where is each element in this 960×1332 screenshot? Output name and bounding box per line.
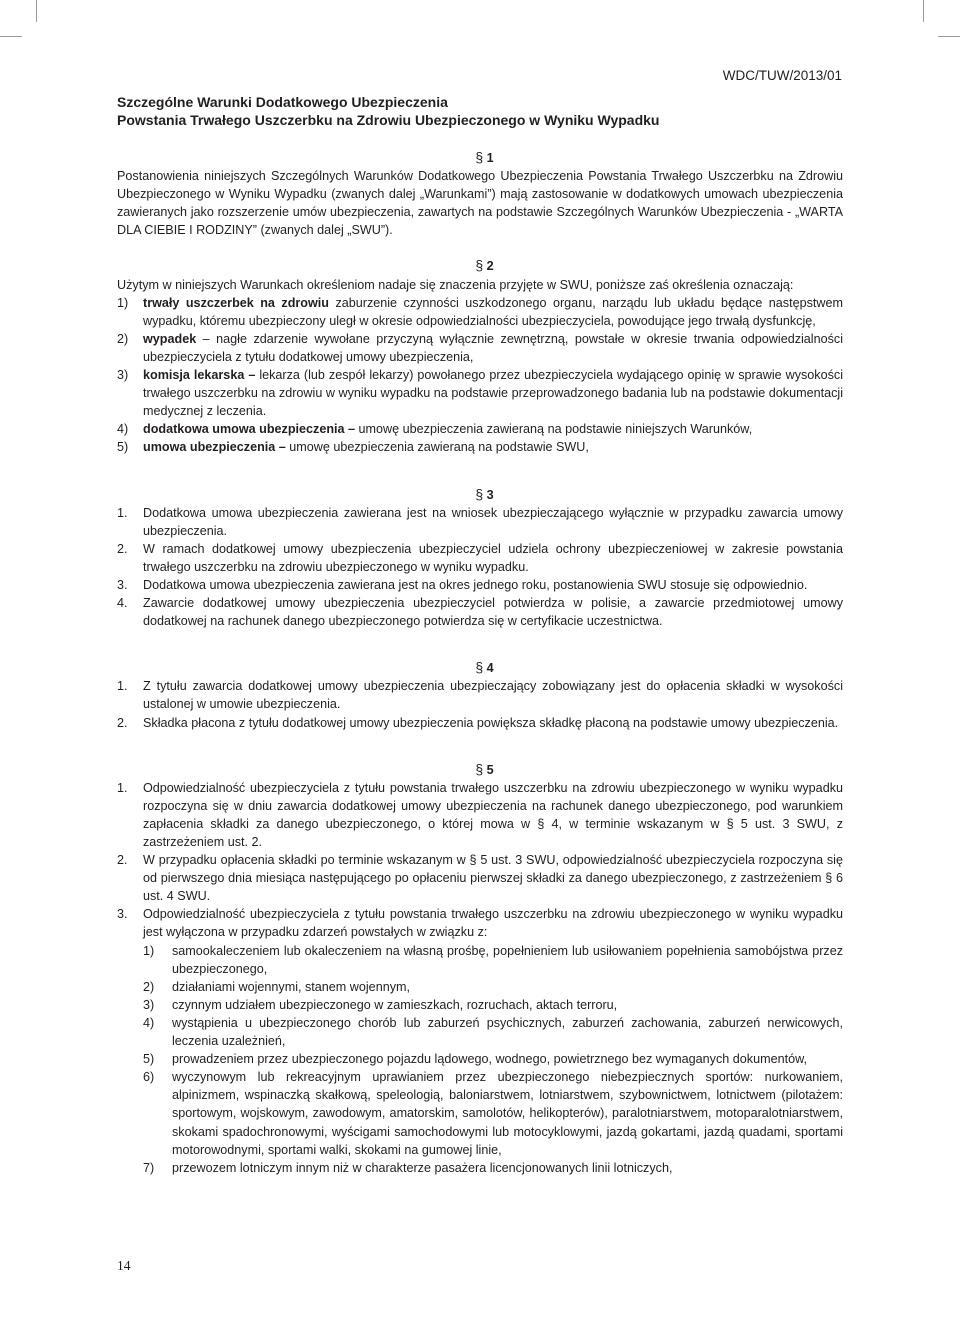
document-code: WDC/TUW/2013/01 xyxy=(722,68,842,83)
title-line-2: Powstania Trwałego Uszczerbku na Zdrowiu Ubezpieczonego w Wyniku Wypadku xyxy=(117,112,660,128)
exclusion-item: 7) przewozem lotniczym innym niż w charakterze pasażera licencjonowanych linii lotniczych, xyxy=(143,1160,673,1175)
page-number: 14 xyxy=(117,1258,131,1273)
list-item: 3. Odpowiedzialność ubezpieczyciela z tytułu powstania trwałego uszczerbku na zdrowiu ubezpieczonego w wyniku wypadku jest wyłączona w przypadku zdarzeń powstałych w związku z: xyxy=(117,907,843,940)
section-2-intro: Użytym w niniejszych Warunkach określeniom nadaje się znaczenia przyjęte w SWU, poniższe zaś określenia oznaczają: xyxy=(117,277,794,292)
exclusion-item: 5) prowadzeniem przez ubezpieczonego pojazdu lądowego, wodnego, powietrznego bez wymaganych dokumentów, xyxy=(143,1052,807,1067)
section-heading: § 3 xyxy=(475,485,494,502)
crop-mark xyxy=(938,36,960,37)
definition-item: 1) trwały uszczerbek na zdrowiu zaburzenie czynności uszkodzonego organu, narządu lub układu będące następstwem wypadku, któremu ubezpieczony uległ w okresie odpowiedzialności ubezpieczyciela, powodujące jego trwałą dysfunkcję, xyxy=(117,295,843,328)
list-item: 2. W przypadku opłacenia składki po terminie wskazanym w § 5 ust. 3 SWU, odpowiedzialność ubezpieczyciela rozpoczyna się od pierwszego dnia miesiąca następującego po opłaceniu pierwszej składki za danego ubezpieczonego, z zastrzeżeniem § 6 ust. 4 SWU. xyxy=(117,853,843,904)
list-item: 1. Z tytułu zawarcia dodatkowej umowy ubezpieczenia ubezpieczający zobowiązany jest do opłacenia składki w wysokości ustalonej w umowie ubezpieczenia. xyxy=(117,679,843,712)
list-item: 2. Składka płacona z tytułu dodatkowej umowy ubezpieczenia powiększa składkę płaconą na podstawie umowy ubezpieczenia. xyxy=(117,715,839,730)
section-heading: § 5 xyxy=(475,760,494,777)
title-line-1: Szczególne Warunki Dodatkowego Ubezpieczenia xyxy=(117,94,448,110)
section-1-text: Postanowienia niniejszych Szczególnych Warunków Dodatkowego Ubezpieczenia Powstania Trwałego Uszczerbku na Zdrowiu Ubezpieczonego w Wyniku Wypadku (zwanych dalej „Warunkami”) mają zastosowanie w dodatkowych umowach ubezpieczenia zawieranych jako rozszerzenie umów ubezpieczenia, zawartych na podstawie Szczególnych Warunków Ubezpieczenia - „WARTA DLA CIEBIE I RODZINY” (zwanych dalej „SWU”). xyxy=(117,169,843,238)
document-title xyxy=(117,93,659,129)
exclusion-item: 2) działaniami wojennymi, stanem wojennym, xyxy=(143,979,410,994)
section-heading: § 4 xyxy=(475,659,494,676)
list-item: 1. Dodatkowa umowa ubezpieczenia zawierana jest na wniosek ubezpieczającego wyłącznie w przypadku zawarcia umowy ubezpieczenia. xyxy=(117,505,843,538)
exclusion-item: 3) czynnym udziałem ubezpieczonego w zamieszkach, rozruchach, aktach terroru, xyxy=(143,997,618,1012)
exclusion-item: 6) wyczynowym lub rekreacyjnym uprawianiem przez ubezpieczonego niebezpiecznych sportów: nurkowaniem, alpinizmem, wspinaczką skałkową, speleologią, baloniarstwem, lotniarstwem, szybownictwem, lotnictwem (pilotażem: sportowym, wojskowym, zawodowym, amatorskim, samolotów, helikopterów), paralotniarstwem, motoparalotniarstwem, skokami spadochronowymi, wyścigami samochodowymi lub motocyklowymi, jazdą gokartami, jazdą quadami, sportami motorowodnymi, sportami walki, skokami na gumowej linie, xyxy=(143,1070,843,1157)
crop-mark xyxy=(923,0,924,22)
crop-mark xyxy=(0,36,22,37)
crop-mark xyxy=(36,0,37,22)
list-item: 2. W ramach dodatkowej umowy ubezpieczenia ubezpieczyciel udziela ochrony ubezpieczeniowej w zakresie powstania trwałego uszczerbku na zdrowiu ubezpieczonego w wyniku wypadku. xyxy=(117,541,843,574)
exclusion-item: 1) samookaleczeniem lub okaleczeniem na własną prośbę, popełnieniem lub usiłowaniem popełnienia samobójstwa przez ubezpieczonego, xyxy=(143,943,843,976)
definition-item: 4) dodatkowa umowa ubezpieczenia – umowę ubezpieczenia zawieraną na podstawie niniejszych Warunków, xyxy=(117,422,753,437)
list-item: 3. Dodatkowa umowa ubezpieczenia zawierana jest na okres jednego roku, postanowienia SWU stosuje się odpowiednio. xyxy=(117,577,808,592)
section-heading: § 1 xyxy=(475,149,494,165)
exclusion-item: 4) wystąpienia u ubezpieczonego chorób lub zaburzeń psychicznych, zaburzeń zachowania, zaburzeń nerwicowych, leczenia uzależnień, xyxy=(143,1015,843,1049)
document-body xyxy=(117,148,843,1177)
definition-item: 3) komisja lekarska – lekarza (lub zespół lekarzy) powołanego przez ubezpieczyciela wydającego opinię w sprawie wysokości trwałego uszczerbku na zdrowiu w wyniku wypadku na podstawie przeprowadzonego badania lub na podstawie dokumentacji medycznej z leczenia. xyxy=(117,368,843,419)
definition-item: 2) wypadek – nagłe zdarzenie wywołane przyczyną wyłącznie zewnętrzną, powstałe w okresie trwania odpowiedzialności ubezpieczyciela z tytułu dodatkowej umowy ubezpieczenia, xyxy=(117,331,843,364)
list-item: 4. Zawarcie dodatkowej umowy ubezpieczenia ubezpieczyciel potwierdza w polisie, a zawarcie przedmiotowej umowy dodatkowej na rachunek danego ubezpieczonego potwierdza się w certyfikacie uczestnictwa. xyxy=(117,596,843,629)
list-item: 1. Odpowiedzialność ubezpieczyciela z tytułu powstania trwałego uszczerbku na zdrowiu ubezpieczonego w wyniku wypadku rozpoczyna się w dniu zawarcia dodatkowej umowy ubezpieczenia na rachunek danego ubezpieczonego, pod warunkiem zapłacenia składki za danego ubezpieczonego, o której mowa w § 4, w terminie wskazanym w § 5 ust. 3 SWU, z zastrzeżeniem ust. 2. xyxy=(117,780,843,849)
definition-item: 5) umowa ubezpieczenia – umowę ubezpieczenia zawieraną na podstawie SWU, xyxy=(117,440,589,455)
section-heading: § 2 xyxy=(475,257,494,274)
